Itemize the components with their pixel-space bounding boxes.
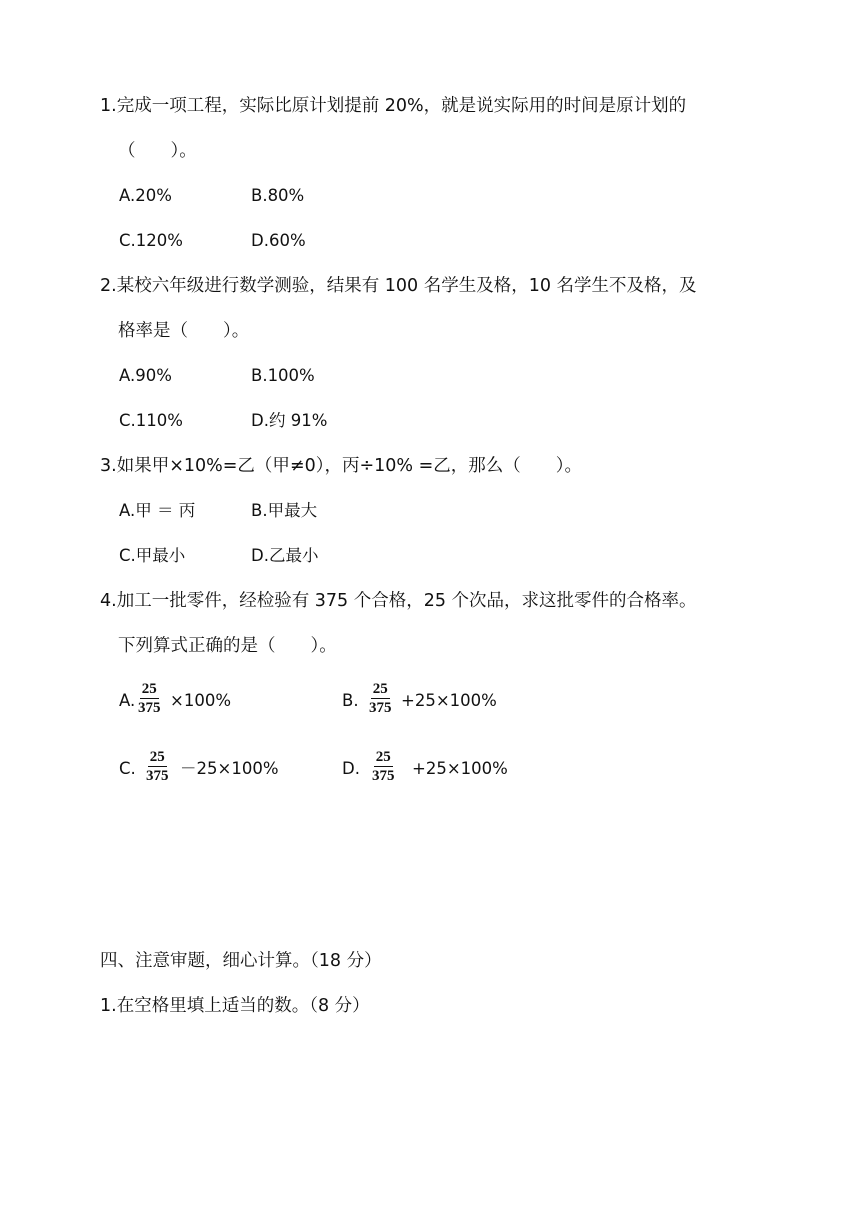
question-4-option-c-expression: －25×100% <box>180 759 279 778</box>
question-3-option-d: D.乙最小 <box>251 546 319 565</box>
question-2-text: 2.某校六年级进行数学测验，结果有 100 名学生及格，10 名学生不及格，及 <box>100 276 697 296</box>
question-4-option-d-fraction <box>370 749 397 784</box>
question-1-blank: （ ）。 <box>118 141 197 161</box>
question-4-option-b-label: B. <box>342 691 359 710</box>
question-1-option-a: A.20% <box>119 186 172 205</box>
question-4-option-a-expression: ×100% <box>170 691 231 710</box>
fraction-denominator: 375 <box>372 768 395 784</box>
question-2-blank: 格率是（ ）。 <box>118 321 250 341</box>
question-4-option-d-expression: +25×100% <box>412 759 508 778</box>
question-4-option-b-fraction <box>367 681 394 716</box>
fraction-denominator: 375 <box>146 768 169 784</box>
question-1-option-c: C.120% <box>119 231 183 250</box>
question-1-text: 1.完成一项工程，实际比原计划提前 20%，就是说实际用的时间是原计划的 <box>100 96 687 116</box>
question-4-text: 4.加工一批零件，经检验有 375 个合格，25 个次品，求这批零件的合格率。 <box>100 591 697 611</box>
question-4-option-b-expression: +25×100% <box>401 691 497 710</box>
fraction-denominator: 375 <box>369 700 392 716</box>
fraction-denominator: 375 <box>138 700 161 716</box>
question-1-option-d: D.60% <box>251 231 306 250</box>
question-1-option-b: B.80% <box>251 186 305 205</box>
question-2-option-d: D.约 91% <box>251 411 328 430</box>
fraction-numerator: 25 <box>149 749 165 765</box>
question-4-option-a-fraction <box>136 681 163 716</box>
question-3-text: 3.如果甲×10%=乙（甲≠0），丙÷10% =乙，那么（ ）。 <box>100 456 583 476</box>
question-2-option-a: A.90% <box>119 366 172 385</box>
question-4-option-a-label: A. <box>119 691 136 710</box>
question-4-option-d-label: D. <box>342 759 360 778</box>
question-3-option-a: A.甲 ＝ 丙 <box>119 501 196 520</box>
question-2-option-c: C.110% <box>119 411 183 430</box>
fraction-numerator: 25 <box>375 749 391 765</box>
question-4-option-c-fraction <box>144 749 171 784</box>
question-3-option-b: B.甲最大 <box>251 501 318 520</box>
question-2-option-b: B.100% <box>251 366 315 385</box>
section-4-question-1: 1.在空格里填上适当的数。（8 分） <box>100 996 370 1016</box>
section-4-heading: 四、注意审题，细心计算。（18 分） <box>100 951 382 971</box>
question-4-option-c-label: C. <box>119 759 136 778</box>
fraction-numerator: 25 <box>141 681 157 697</box>
question-4-blank: 下列算式正确的是（ ）。 <box>118 636 337 656</box>
fraction-numerator: 25 <box>372 681 388 697</box>
question-3-option-c: C.甲最小 <box>119 546 186 565</box>
